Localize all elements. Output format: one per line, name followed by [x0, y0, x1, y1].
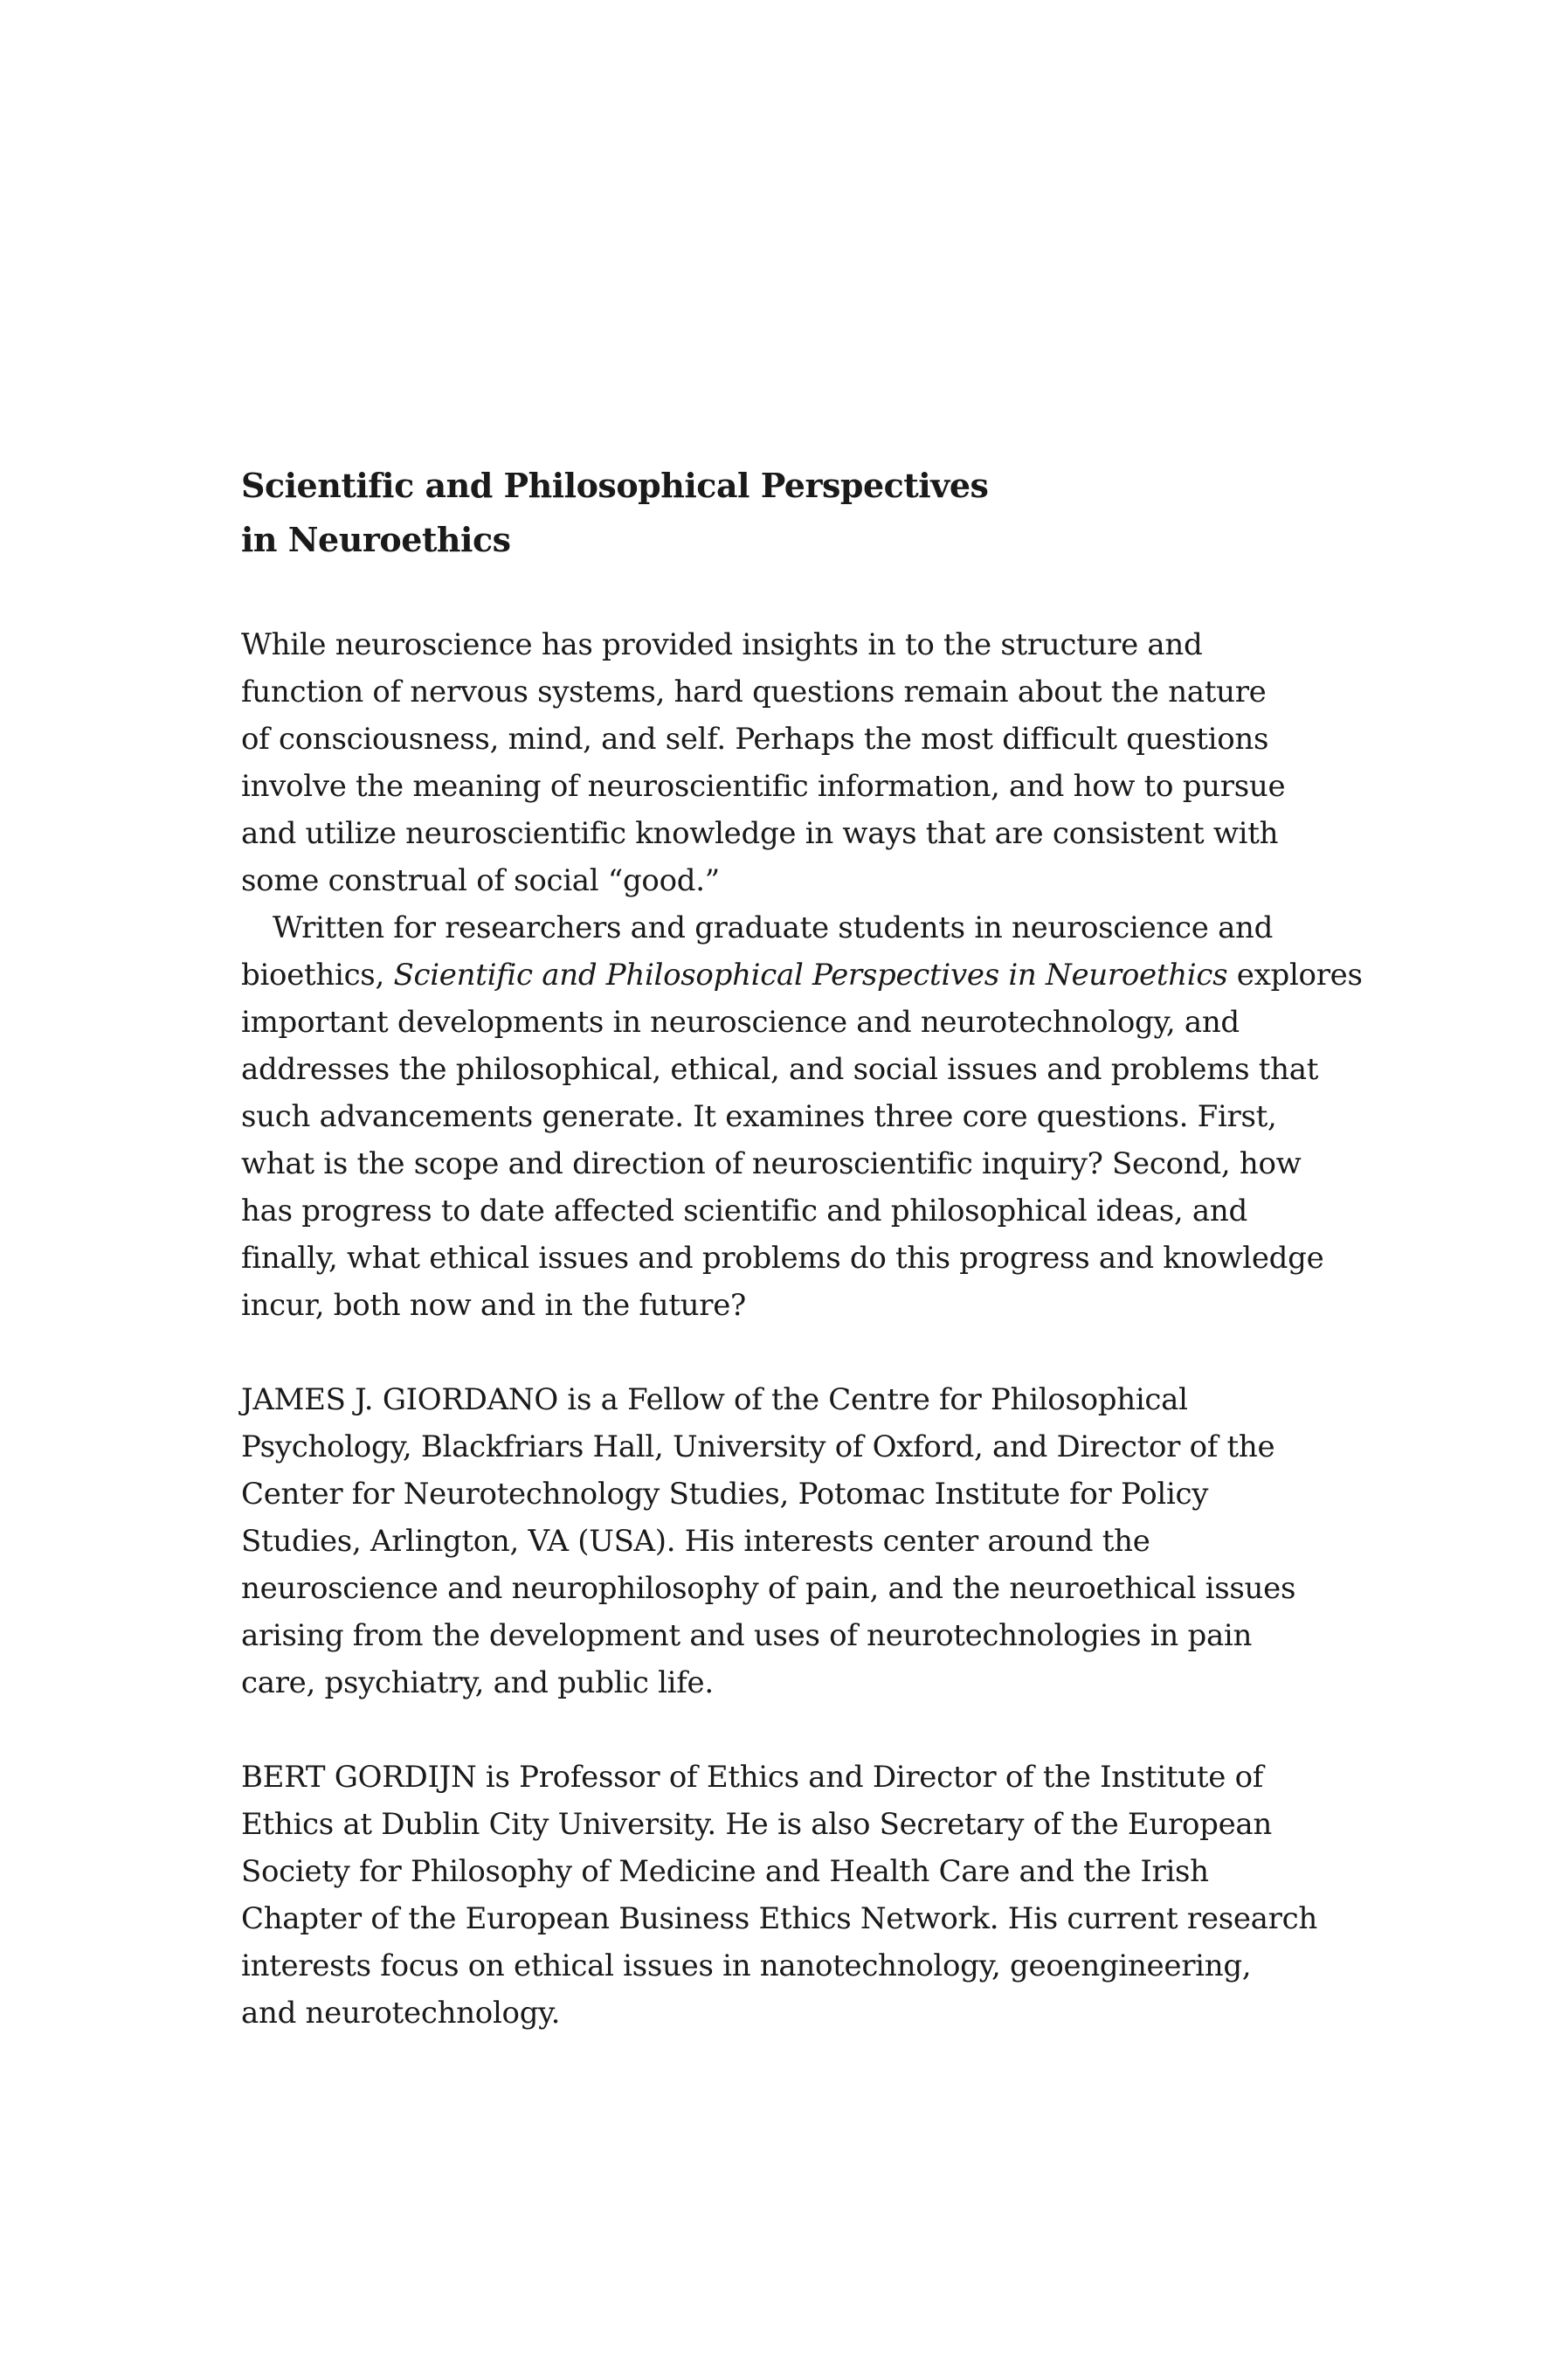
paragraph-spacer — [241, 1329, 1324, 1376]
text-line: of consciousness, mind, and self. Perhaps the most difficult questions — [241, 722, 1269, 757]
text-line: what is the scope and direction of neuroscientific inquiry? Second, how — [241, 1146, 1302, 1181]
paragraph-spacer — [241, 1706, 1324, 1754]
text-line: Center for Neurotechnology Studies, Potomac Institute for Policy — [241, 1477, 1209, 1512]
text-line: involve the meaning of neuroscientific information, and how to pursue — [241, 769, 1286, 804]
text-line: Ethics at Dublin City University. He is also Secretary of the European — [241, 1807, 1272, 1842]
text-line: and utilize neuroscientific knowledge in ways that are consistent with — [241, 816, 1279, 851]
book-title-line-1: Scientific and Philosophical Perspectives — [241, 466, 989, 505]
text-line: Written for researchers and graduate students in neuroscience and — [273, 910, 1274, 945]
description-paragraph-1 — [241, 621, 1324, 904]
text-line: interests focus on ethical issues in nanotechnology, geoengineering, — [241, 1948, 1252, 1983]
book-back-page — [241, 459, 1363, 2037]
text-line: incur, both now and in the future? — [241, 1288, 746, 1323]
text-line: Studies, Arlington, VA (USA). His interests center around the — [241, 1524, 1150, 1559]
text-line: such advancements generate. It examines three core questions. First, — [241, 1099, 1277, 1134]
author-bio-gordijn — [241, 1754, 1324, 2037]
text-line: JAMES J. GIORDANO is a Fellow of the Centre for Philosophical — [241, 1382, 1188, 1417]
text-line: care, psychiatry, and public life. — [241, 1665, 714, 1700]
text-line: Society for Philosophy of Medicine and Health Care and the Irish — [241, 1854, 1209, 1889]
text-line: some construal of social “good.” — [241, 863, 720, 898]
text-line: BERT GORDIJN is Professor of Ethics and Director of the Institute of — [241, 1760, 1264, 1795]
book-title — [241, 459, 1324, 567]
author-bio-giordano — [241, 1376, 1324, 1706]
text-line — [241, 952, 1363, 999]
description-paragraph-2 — [241, 904, 1363, 1329]
text-line: Psychology, Blackfriars Hall, University of Oxford, and Director of the — [241, 1429, 1275, 1464]
text-line: addresses the philosophical, ethical, and social issues and problems that — [241, 1052, 1319, 1087]
book-title-line-2: in Neuroethics — [241, 520, 511, 559]
text-line: arising from the development and uses of neurotechnologies in pain — [241, 1618, 1253, 1653]
text-line: neuroscience and neurophilosophy of pain, and the neuroethical issues — [241, 1571, 1296, 1606]
text-line: function of nervous systems, hard questions remain about the nature — [241, 675, 1267, 709]
text-fragment: explores — [1227, 958, 1363, 993]
text-line: important developments in neuroscience and neurotechnology, and — [241, 1005, 1240, 1040]
text-line: While neuroscience has provided insights in to the structure and — [241, 627, 1203, 662]
italic-book-title: Scientific and Philosophical Perspectives in Neuroethics — [393, 958, 1228, 993]
text-line: and neurotechnology. — [241, 1996, 561, 2031]
text-line: Chapter of the European Business Ethics Network. His current research — [241, 1901, 1317, 1936]
text-fragment: bioethics, — [241, 958, 394, 993]
text-line: has progress to date affected scientific and philosophical ideas, and — [241, 1194, 1247, 1228]
text-line: finally, what ethical issues and problems do this progress and knowledge — [241, 1241, 1324, 1276]
